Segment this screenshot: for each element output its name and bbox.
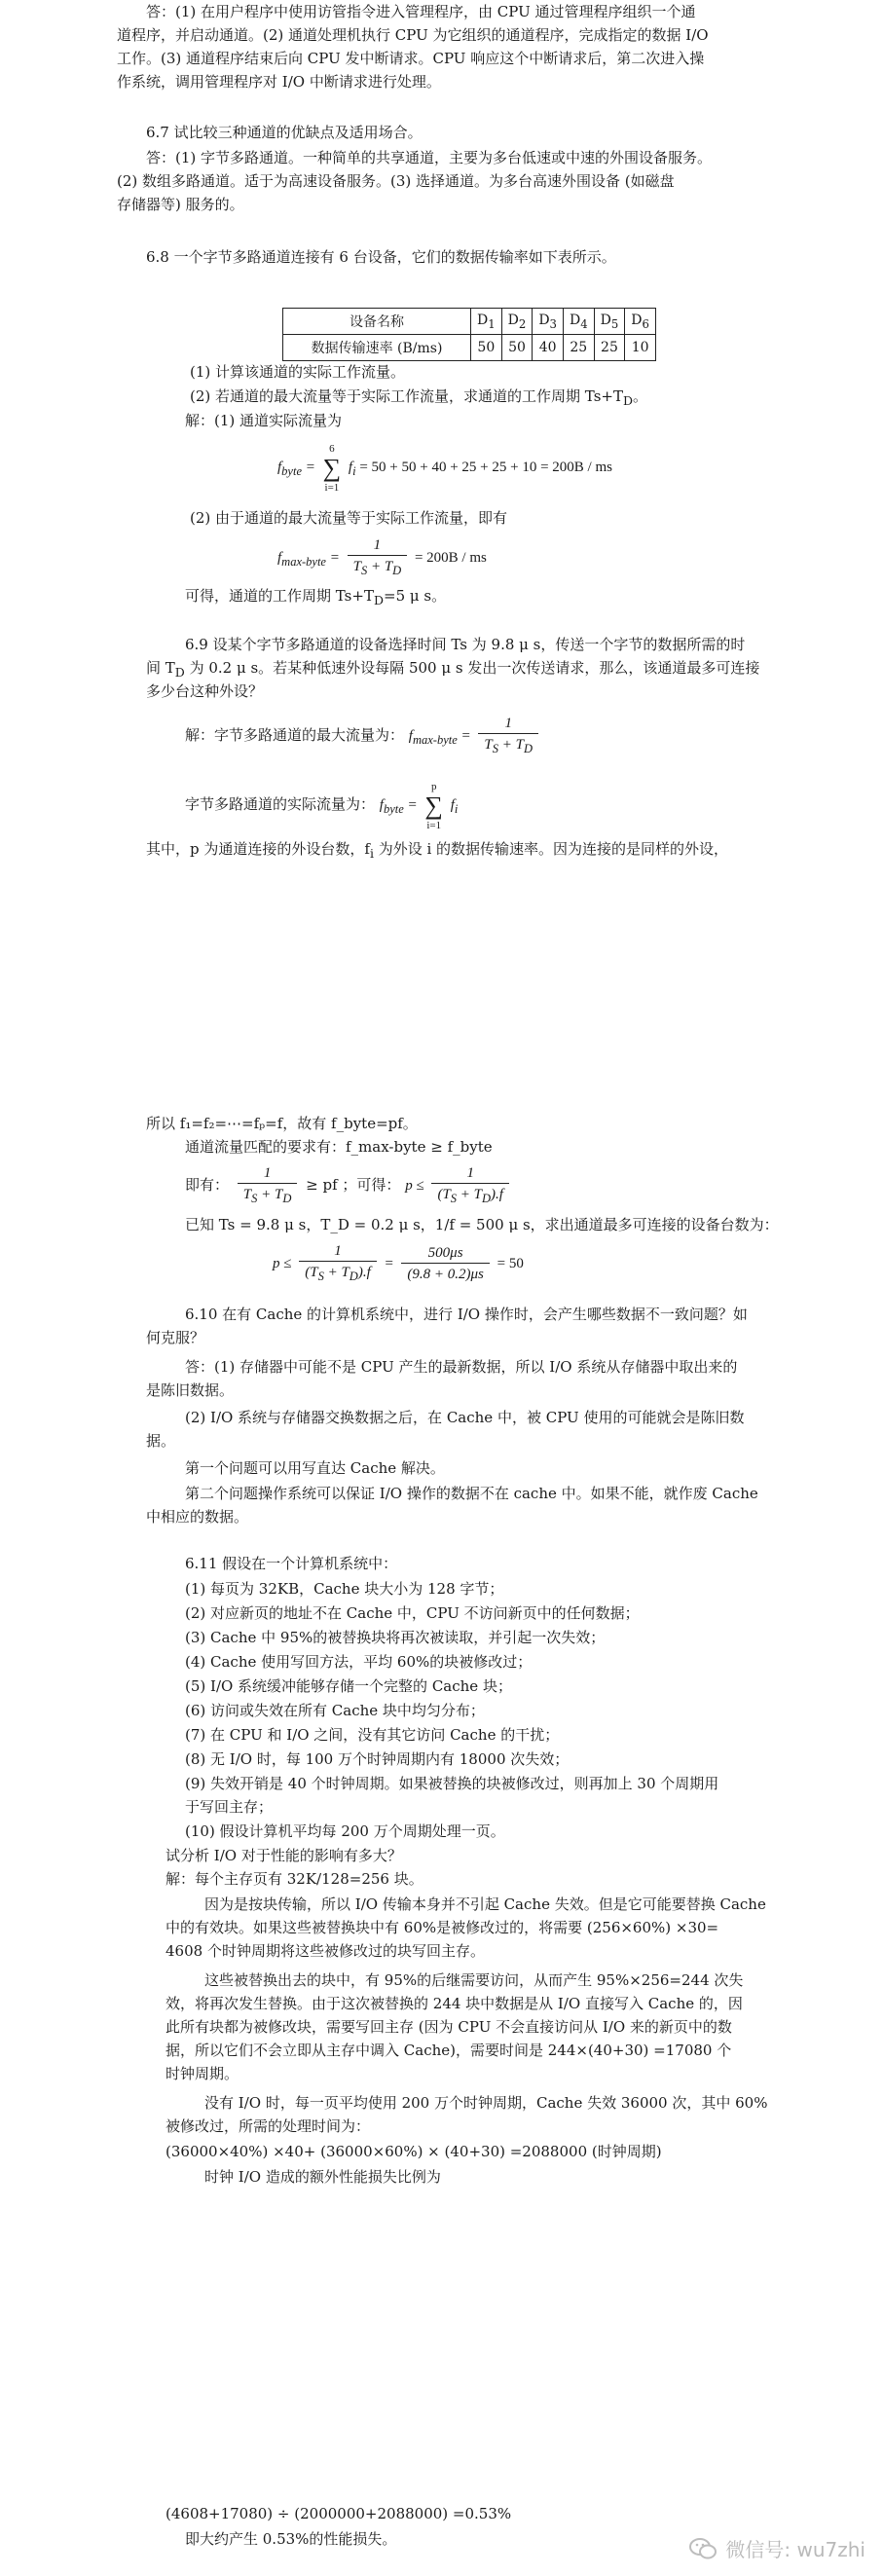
device-cell: $D_6$ [625, 309, 656, 335]
task-item: (1) 计算该通道的实际工作流量。 [190, 363, 406, 381]
question-title: 6.8 一个字节多路通道连接有 6 台设备，它们的数据传输率如下表所示。 [146, 248, 616, 266]
device-cell: $D_5$ [594, 309, 625, 335]
answer-line: 第二个问题操作系统可以保证 I/O 操作的数据不在 cache 中。如果不能，就作废 Cache [185, 1485, 758, 1502]
solution-line: 解：每个主存页有 32K/128=256 块。 [166, 1870, 423, 1888]
equation-max-flow: $f_{max-byte}$ = $\frac{1}{T_S + T_D}$ = 200B / ms [277, 537, 487, 578]
explanation-line: 其中，p 为通道连接的外设台数，$f_i$ 为外设 i 的数据传输速率。因为连接的是同样的外设， [146, 840, 729, 861]
table-row [283, 309, 656, 335]
solution-line: 即大约产生 0.53%的性能损失。 [185, 2530, 397, 2548]
answer-line: 答：(1) 存储器中可能不是 CPU 产生的最新数据，所以 I/O 系统从存储器中取出来的 [185, 1358, 738, 1376]
wechat-icon [688, 2536, 717, 2561]
para-line: 作系统，调用管理程序对 I/O 中断请求进行处理。 [117, 73, 441, 91]
solution-line: 没有 I/O 时，每一页平均使用 200 万个时钟周期，Cache 失效 36000 次，其中 60% [204, 2094, 768, 2112]
device-cell: $D_1$ [471, 309, 502, 335]
device-cell: $D_4$ [563, 309, 594, 335]
condition-item: (1) 每页为 32KB，Cache 块大小为 128 字节； [185, 1580, 504, 1598]
task-item: (2) 若通道的最大流量等于实际工作流量，求通道的工作周期 $Ts+T_D$。 [190, 387, 648, 408]
condition-item: (2) 对应新页的地址不在 Cache 中，CPU 不访问新页中的任何数据； [185, 1604, 640, 1622]
equation-flow: $f_{byte}$ = 6 ∑ i=1 $f_i = 50 + 50 + 40 + 25 + 25 + 10 = 200B$ / ms [277, 442, 612, 494]
inequality-line: 即有： $\frac{1}{T_S + T_D}$ ≥ pf ；可得： p ≤ $\frac{1}{(T_S + T_D).f}$ [185, 1160, 513, 1210]
condition-item: (8) 无 I/O 时，每 100 万个时钟周期内有 18000 次失效； [185, 1750, 570, 1768]
solution-line: (4608+17080) ÷ (2000000+2088000) =0.53% [166, 2505, 512, 2522]
solution-line: 因为是按块传输，所以 I/O 传输本身并不引起 Cache 失效。但是它可能要替换 Cache [204, 1895, 766, 1913]
condition-item: (10) 假设计算机平均每 200 万个周期处理一页。 [185, 1822, 505, 1840]
table-row [283, 335, 656, 361]
question-title: 何克服？ [146, 1329, 205, 1346]
question-line: 试分析 I/O 对于性能的影响有多大？ [166, 1847, 402, 1864]
conclusion-line: 可得，通道的工作周期 $Ts+T_D=5$ μ s。 [185, 587, 447, 607]
derivation-line: 所以 f₁=f₂=⋯=fₚ=f，故有 f_byte=pf。 [146, 1115, 418, 1132]
question-title: 多少台这种外设？ [146, 682, 264, 700]
answer-line: (2) I/O 系统与存储器交换数据之后，在 Cache 中，被 CPU 使用的可能就会是陈旧数 [185, 1409, 745, 1426]
answer-line: 是陈旧数据。 [146, 1381, 235, 1399]
condition-item: (7) 在 CPU 和 I/O 之间，没有其它访问 Cache 的干扰； [185, 1726, 560, 1744]
watermark-text: 微信号: wu7zhi [725, 2538, 865, 2561]
rate-cell: 25 [594, 335, 625, 361]
device-cell: $D_3$ [533, 309, 564, 335]
condition-item: (5) I/O 系统缓冲能够存储一个完整的 Cache 块； [185, 1677, 512, 1695]
rate-table [282, 308, 656, 361]
wechat-watermark [688, 2534, 865, 2562]
condition-item: (4) Cache 使用写回方法，平均 60%的块被修改过； [185, 1653, 533, 1671]
question-title: 6.10 在有 Cache 的计算机系统中，进行 I/O 操作时，会产生哪些数据不一致问题？如 [185, 1306, 748, 1323]
table-header-cell: 数据传输速率 (B/ms) [283, 335, 471, 361]
sum-symbol: 6 ∑ i=1 [322, 442, 342, 494]
condition-item: (6) 访问或失效在所有 Cache 块中均匀分布； [185, 1702, 485, 1719]
solution-line: 时钟周期。 [166, 2065, 239, 2082]
solution-line: 解：字节多路通道的最大流量为： $f_{max-byte}$ = $\frac{1}{T_S + T_D}$ [185, 711, 542, 764]
condition-item: (9) 失效开销是 40 个时钟周期。如果被替换的块被修改过，则再加上 30 个周期用 [185, 1775, 719, 1792]
solution-line: (2) 由于通道的最大流量等于实际工作流量，即有 [190, 509, 508, 527]
device-cell: $D_2$ [501, 309, 533, 335]
solution-line: 效，将再次发生替换。由于这次被替换的 244 块中数据是从 I/O 直接写入 Cache 的，因 [166, 1995, 743, 2012]
answer-line: 据。 [146, 1432, 176, 1450]
condition-item: 于写回主存； [185, 1798, 274, 1816]
solution-line: 被修改过，所需的处理时间为： [166, 2117, 371, 2135]
final-equation: p ≤ $\frac{1}{(T_S + T_D).f}$ = $\frac{500\mu s}{(9.8 + 0.2)\mu s}$ = 50 [273, 1243, 524, 1284]
solution-line: 解：(1) 通道实际流量为 [185, 412, 343, 429]
solution-line: 此所有块都为被修改块，需要写回主存 (因为 CPU 不会直接访问从 I/O 来的新页中的数 [166, 2018, 732, 2036]
solution-line: 这些被替换出去的块中，有 95%的后继需要访问，从而产生 95%×256=244 次失 [204, 1971, 744, 1989]
solution-line: 中的有效块。如果这些被替换块中有 60%是被修改过的，将需要 (256×60%) ×30= [166, 1919, 719, 1936]
answer-line: 中相应的数据。 [146, 1508, 249, 1526]
solution-line: 时钟 I/O 造成的额外性能损失比例为 [204, 2168, 441, 2186]
rate-cell: 25 [563, 335, 594, 361]
question-title: 6.9 设某个字节多路通道的设备选择时间 Ts 为 9.8 μ s，传送一个字节的数据所需的时 [185, 636, 746, 653]
known-values: 已知 Ts = 9.8 μ s，T_D = 0.2 μ s，1/f = 500 μ s，求出通道最多可连接的设备台数为： [185, 1216, 779, 1233]
rate-cell: 50 [471, 335, 502, 361]
condition-item: (3) Cache 中 95%的被替换块将再次被读取，并引起一次失效； [185, 1629, 606, 1646]
answer-line: 第一个问题可以用写直达 Cache 解决。 [185, 1459, 445, 1477]
para-line: 道程序，并启动通道。(2) 通道处理机执行 CPU 为它组织的通道程序，完成指定的数据 I/O [117, 26, 709, 44]
rate-cell: 10 [625, 335, 656, 361]
solution-line: 字节多路通道的实际流量为： $f_{byte}$ = p ∑ i=1 $f_i$ [185, 780, 459, 831]
question-title: 间 $T_D$ 为 0.2 μ s。若某种低速外设每隔 500 μ s 发出一次传送请求，那么，该通道最多可连接 [146, 659, 760, 680]
solution-line: 4608 个时钟周期将这些被修改过的块写回主存。 [166, 1942, 485, 1960]
derivation-line: 通道流量匹配的要求有：f_max-byte ≥ f_byte [185, 1138, 493, 1156]
answer-line: 存储器等) 服务的。 [117, 196, 244, 213]
table-header-cell: 设备名称 [283, 309, 471, 335]
solution-line: 据，所以它们不会立即从主存中调入 Cache)，需要时间是 244×(40+30) =17080 个 [166, 2042, 732, 2059]
question-title: 6.11 假设在一个计算机系统中： [185, 1555, 398, 1572]
para-line: 答：(1) 在用户程序中使用访管指令进入管理程序，由 CPU 通过管理程序组织一个通 [146, 3, 696, 20]
question-title: 6.7 试比较三种通道的优缺点及适用场合。 [146, 124, 423, 141]
answer-line: (2) 数组多路通道。适于为高速设备服务。(3) 选择通道。为多台高速外围设备 (如磁盘 [117, 172, 675, 190]
answer-line: 答：(1) 字节多路通道。一种简单的共享通道，主要为多台低速或中速的外围设备服务。 [146, 149, 713, 166]
solution-line: (36000×40%) ×40+ (36000×60%) × (40+30) =2088000 (时钟周期) [166, 2143, 662, 2160]
para-line: 工作。(3) 通道程序结束后向 CPU 发中断请求。CPU 响应这个中断请求后，第二次进入操 [117, 50, 705, 67]
rate-cell: 50 [501, 335, 533, 361]
rate-cell: 40 [533, 335, 564, 361]
